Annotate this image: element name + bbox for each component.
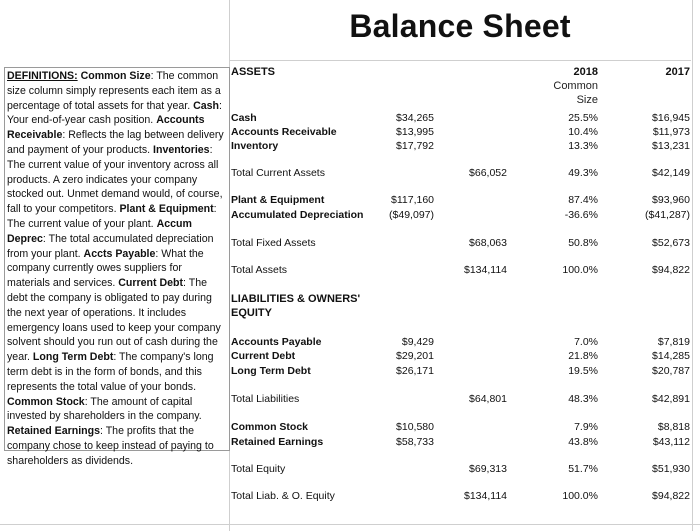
row-label: Long Term Debt [231, 365, 311, 377]
row-common-size-2018: 50.8% [568, 237, 598, 249]
definition-text: : The company's long term debt is in the form of bonds, and this represents the total value of your bonds. [7, 351, 217, 393]
row-amount-2017: $14,285 [652, 350, 690, 362]
row-amount-2017: $13,231 [652, 140, 690, 152]
definition-term: Inventories [153, 143, 210, 156]
row-amount-detail: ($49,097) [389, 209, 434, 221]
row-label: Total Assets [231, 264, 288, 276]
row-amount-2017: $8,818 [657, 421, 690, 433]
definition-text: : What the company currently owes suppliers for materials and services. [7, 247, 207, 290]
definition-text: : The current value of your plant. [7, 203, 220, 230]
row-label: Accounts Receivable [231, 126, 337, 138]
row-amount-detail: $13,995 [396, 126, 434, 138]
definition-text: : Reflects the lag between delivery and payment of your products. [7, 129, 227, 156]
row-amount-2017: $16,945 [652, 112, 690, 124]
definition-text: : The total accumulated depreciation from your plant. [7, 232, 217, 260]
definition-term: Current Debt [118, 277, 184, 290]
definition-text: : The profits that the company chose to keep instead of paying to shareholders as dividends. [7, 425, 217, 467]
row-amount-2017: $93,960 [652, 194, 690, 206]
row-amount-total: $134,114 [463, 490, 507, 502]
liabilities-heading-line2: EQUITY [231, 307, 272, 319]
common-size-header-line2: Size [576, 94, 598, 106]
row-amount-detail: $34,265 [396, 112, 434, 124]
row-label: Retained Earnings [231, 436, 324, 448]
row-common-size-2018: 7.0% [574, 336, 598, 348]
row-amount-detail: $58,733 [396, 436, 434, 448]
row-amount-2017: $43,112 [652, 436, 690, 448]
row-label: Accounts Payable [231, 336, 322, 348]
page-title: Balance Sheet [349, 8, 571, 44]
row-amount-total: $69,313 [469, 463, 507, 475]
assets-heading: ASSETS [231, 66, 276, 78]
row-amount-2017: $42,891 [652, 393, 690, 405]
row-amount-2017: $42,149 [652, 167, 690, 179]
row-amount-total: $64,801 [469, 393, 507, 405]
row-common-size-2018: 13.3% [568, 140, 598, 152]
definitions-heading: DEFINITIONS: [7, 70, 78, 82]
row-amount-detail: $9,429 [401, 336, 434, 348]
row-amount-detail: $10,580 [396, 421, 434, 433]
row-common-size-2018: 51.7% [568, 463, 598, 475]
row-label: Accumulated Depreciation [231, 209, 364, 221]
row-label: Common Stock [231, 421, 309, 433]
bottom-divider [0, 524, 700, 525]
row-amount-2017: $20,787 [652, 365, 690, 377]
row-common-size-2018: 43.8% [568, 436, 598, 448]
row-amount-total: $66,052 [469, 167, 507, 179]
balance-sheet-table [229, 0, 693, 531]
row-common-size-2018: 7.9% [574, 421, 598, 433]
row-amount-total: $134,114 [463, 264, 507, 276]
row-common-size-2018: 10.4% [568, 126, 598, 138]
row-label: Inventory [231, 140, 279, 152]
row-label: Total Current Assets [231, 167, 325, 179]
row-common-size-2018: -36.6% [564, 209, 598, 221]
row-label: Total Liabilities [231, 393, 300, 405]
header-divider [229, 60, 691, 61]
row-common-size-2018: 100.0% [562, 264, 598, 276]
row-label: Total Equity [231, 463, 286, 475]
definition-text: : The debt the company is obligated to pay during the next year of operations. It includes emergency loans used to keep your company solvent should you run out of cash during the year. [7, 277, 224, 364]
definitions-panel [4, 67, 230, 467]
row-common-size-2018: 19.5% [568, 365, 598, 377]
definition-term: Accts Payable [83, 247, 156, 260]
row-amount-2017: $94,822 [652, 264, 690, 276]
row-amount-detail: $26,171 [396, 365, 434, 377]
row-label: Total Fixed Assets [231, 237, 316, 249]
definition-term: Common Size [80, 70, 151, 82]
definition-term: Common Stock [7, 395, 85, 408]
definition-term: Accum Deprec [7, 217, 195, 245]
row-amount-2017: $7,819 [657, 336, 690, 348]
definition-term: Cash [193, 99, 219, 112]
row-amount-2017: ($41,287) [645, 209, 690, 221]
row-amount-2017: $11,973 [652, 126, 690, 138]
definition-text: : The amount of capital invested by shareholders in the company. [7, 395, 205, 423]
row-label: Plant & Equipment [231, 194, 325, 206]
definition-term: Retained Earnings [7, 425, 101, 438]
row-common-size-2018: 21.8% [568, 350, 598, 362]
year-2017-header: 2017 [665, 66, 690, 78]
definition-text: : The common size column simply represents each item as a percentage of total assets for that year. [7, 70, 224, 112]
definition-text: : The current value of your inventory across all products. A zero indicates your company stocked out. Unmet demand would, of course, fall to your competitors. [7, 143, 226, 216]
definition-text: : Your end-of-year cash position. [7, 99, 225, 127]
row-label: Current Debt [231, 350, 296, 362]
liabilities-heading-line1: LIABILITIES & OWNERS' [231, 293, 361, 305]
row-amount-total: $68,063 [469, 237, 507, 249]
row-label: Total Liab. & O. Equity [231, 490, 335, 502]
year-2018-header: 2018 [573, 66, 598, 78]
row-amount-detail: $117,160 [390, 194, 434, 206]
row-amount-detail: $29,201 [396, 350, 434, 362]
row-label: Cash [231, 112, 257, 124]
row-common-size-2018: 25.5% [568, 112, 598, 124]
common-size-header-line1: Common [553, 80, 598, 92]
row-common-size-2018: 100.0% [562, 490, 598, 502]
row-amount-2017: $52,673 [652, 237, 690, 249]
row-amount-2017: $94,822 [652, 490, 690, 502]
row-common-size-2018: 87.4% [568, 194, 598, 206]
definition-term: Long Term Debt [32, 351, 114, 364]
row-common-size-2018: 48.3% [568, 393, 598, 405]
definition-term: Accounts Receivable [7, 114, 208, 142]
definition-term: Plant & Equipment [119, 203, 214, 216]
row-common-size-2018: 49.3% [568, 167, 598, 179]
row-amount-detail: $17,792 [396, 140, 434, 152]
row-amount-2017: $51,930 [652, 463, 690, 475]
